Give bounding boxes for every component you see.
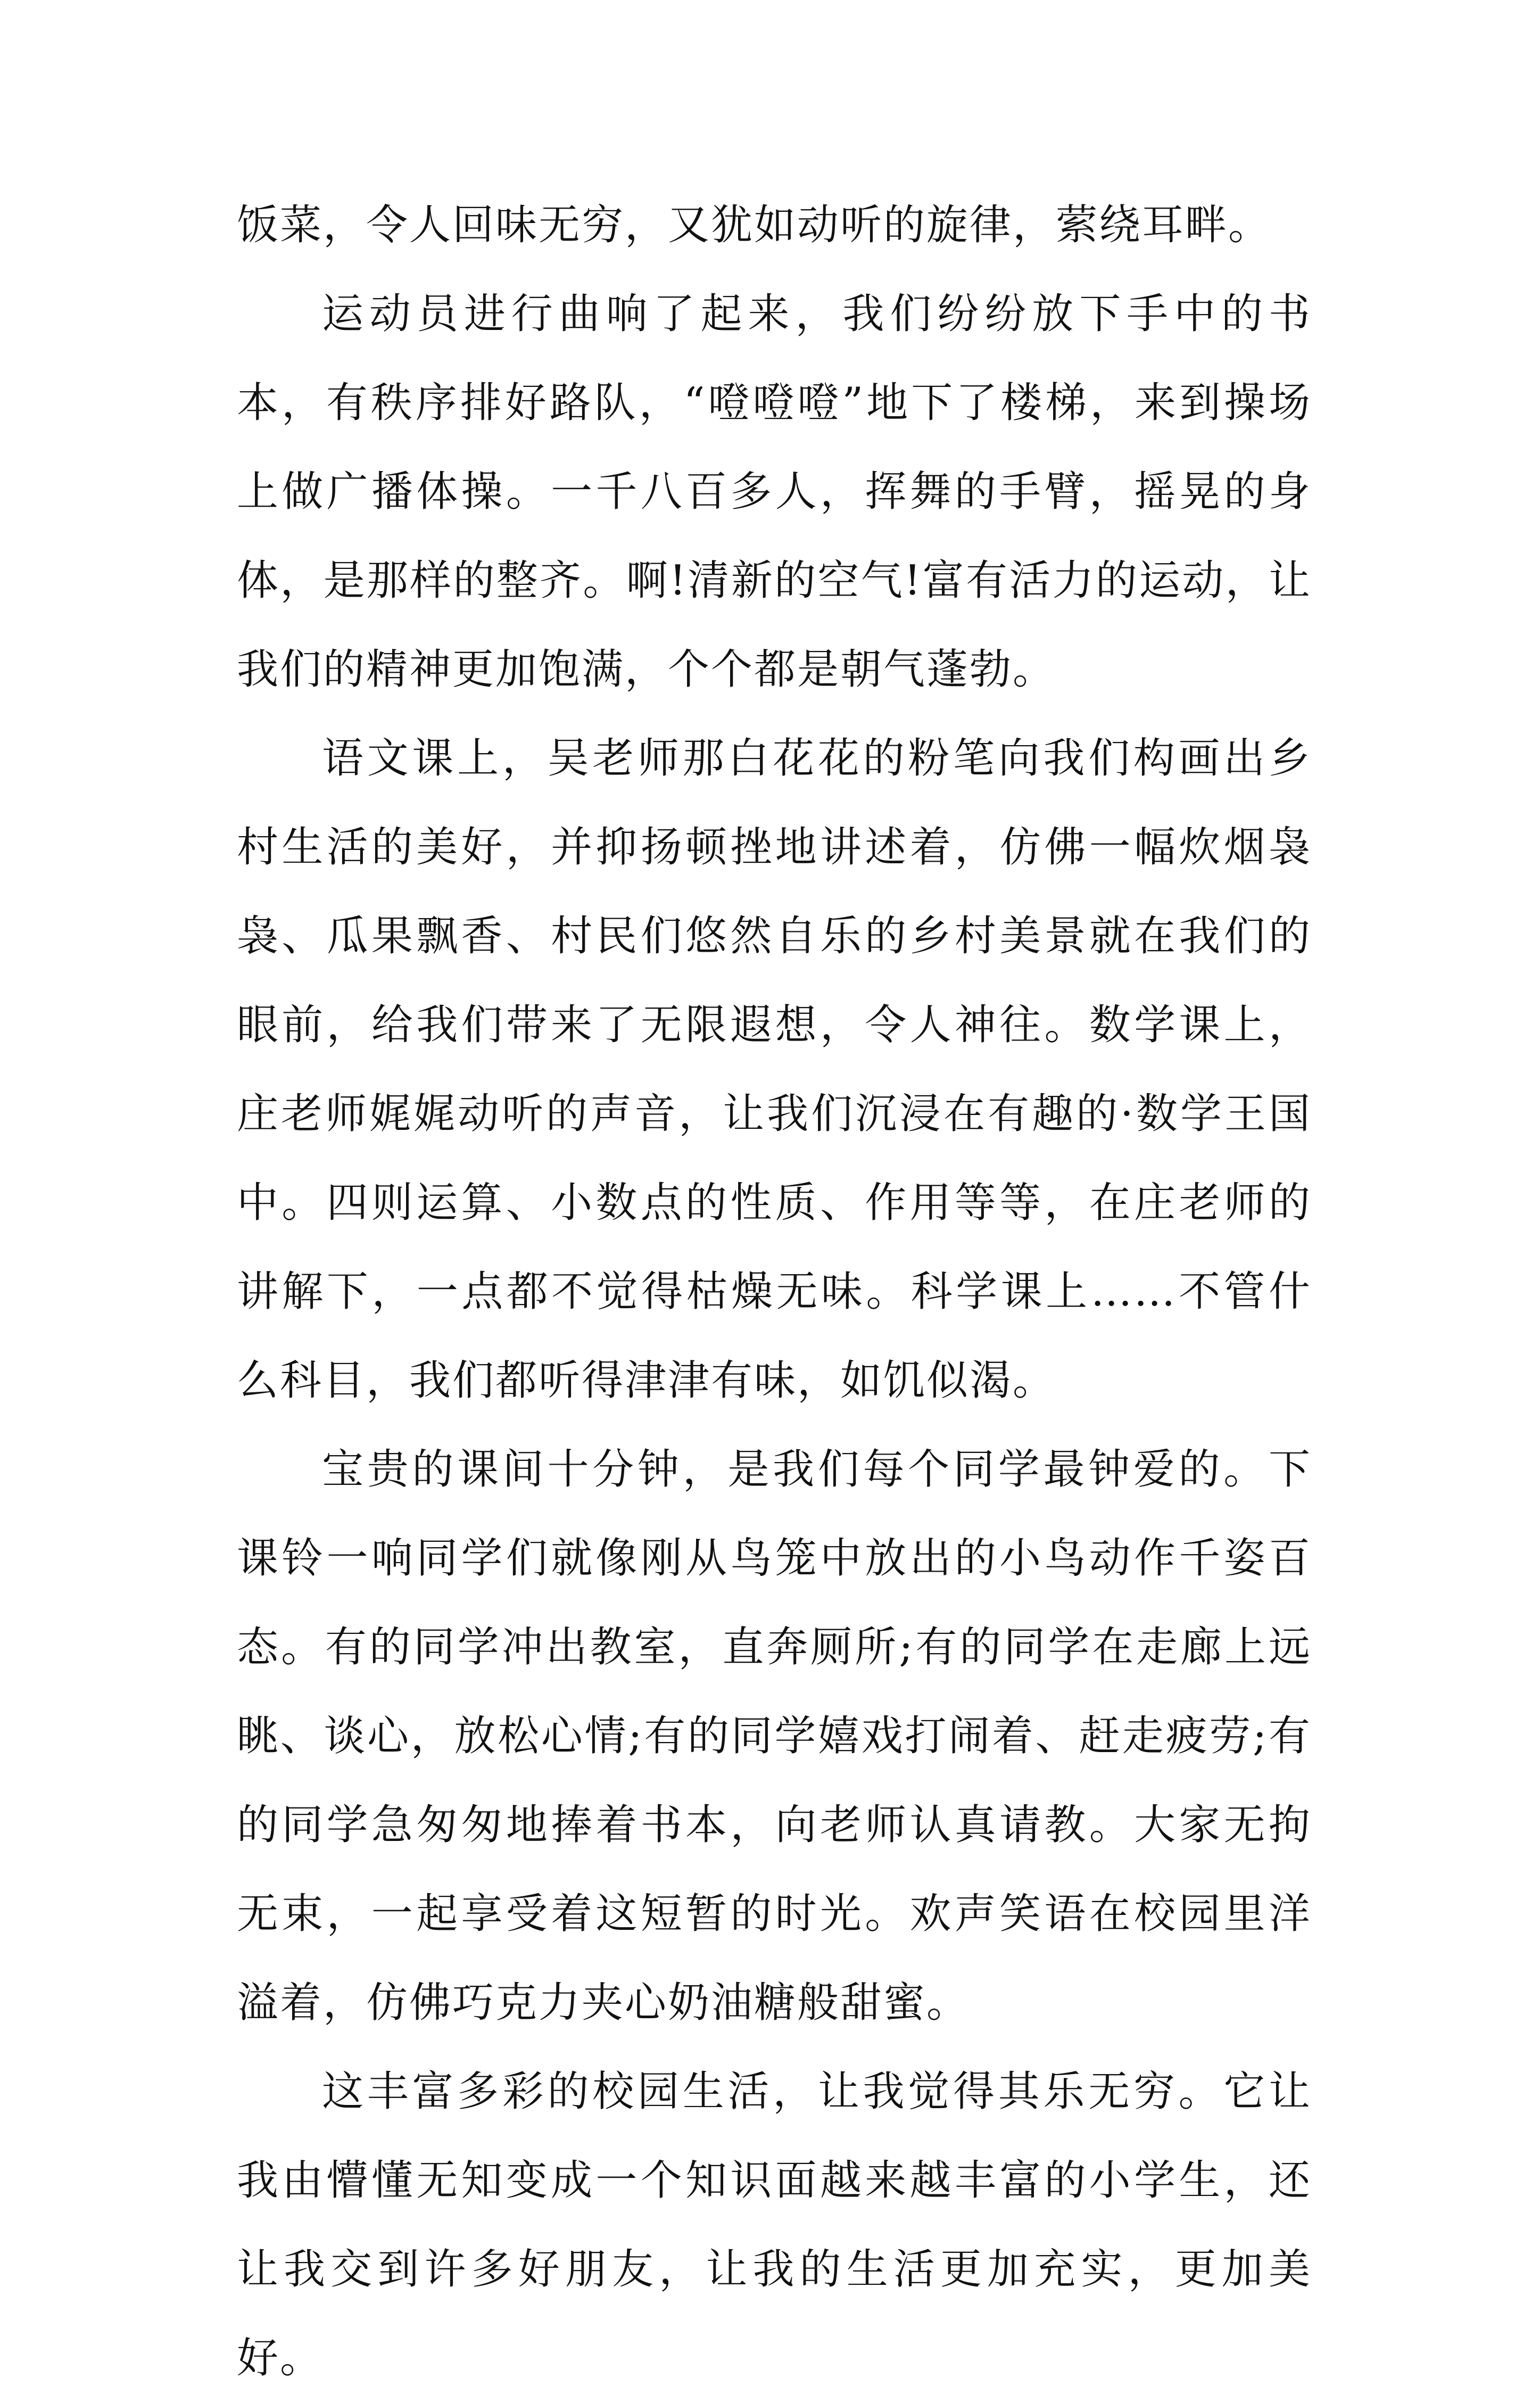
paragraph-continuation: 饭菜，令人回味无穷，又犹如动听的旋律，萦绕耳畔。 xyxy=(237,201,1272,249)
document-body xyxy=(237,181,1312,2403)
paragraph-conclusion: 这丰富多彩的校园生活，让我觉得其乐无穷。它让我由懵懂无知变成一个知识面越来越丰富的小学生，还让我交到许多好朋友，让我的生活更加充实，更加美好。 xyxy=(237,2068,1312,2382)
paragraph-classes: 语文课上，吴老师那白花花的粉笔向我们构画出乡村生活的美好，并抑扬顿挫地讲述着，仿佛一幅炊烟袅袅、瓜果飘香、村民们悠然自乐的乡村美景就在我们的眼前，给我们带来了无限遐想，令人神往。数学课上，庄老师娓娓动听的声音，让我们沉浸在有趣的·数学王国中。四则运算、小数点的性质、作用等等，在庄老师的讲解下，一点都不觉得枯燥无味。科学课上……不管什么科目，我们都听得津津有味，如饥似渴。 xyxy=(237,734,1312,1405)
paragraph-recess: 宝贵的课间十分钟，是我们每个同学最钟爱的。下课铃一响同学们就像刚从鸟笼中放出的小鸟动作千姿百态。有的同学冲出教室，直奔厕所;有的同学在走廊上远眺、谈心，放松心情;有的同学嬉戏打闹着、赶走疲劳;有的同学急匆匆地捧着书本，向老师认真请教。大家无拘无束，一起享受着这短暂的时光。欢声笑语在校园里洋溢着，仿佛巧克力夹心奶油糖般甜蜜。 xyxy=(237,1446,1312,2027)
paragraph-morning-exercise: 运动员进行曲响了起来，我们纷纷放下手中的书本，有秩序排好路队，“噔噔噔”地下了楼梯，来到操场上做广播体操。一千八百多人，挥舞的手臂，摇晃的身体，是那样的整齐。啊!清新的空气!富有活力的运动，让我们的精神更加饱满，个个都是朝气蓬勃。 xyxy=(237,290,1312,693)
